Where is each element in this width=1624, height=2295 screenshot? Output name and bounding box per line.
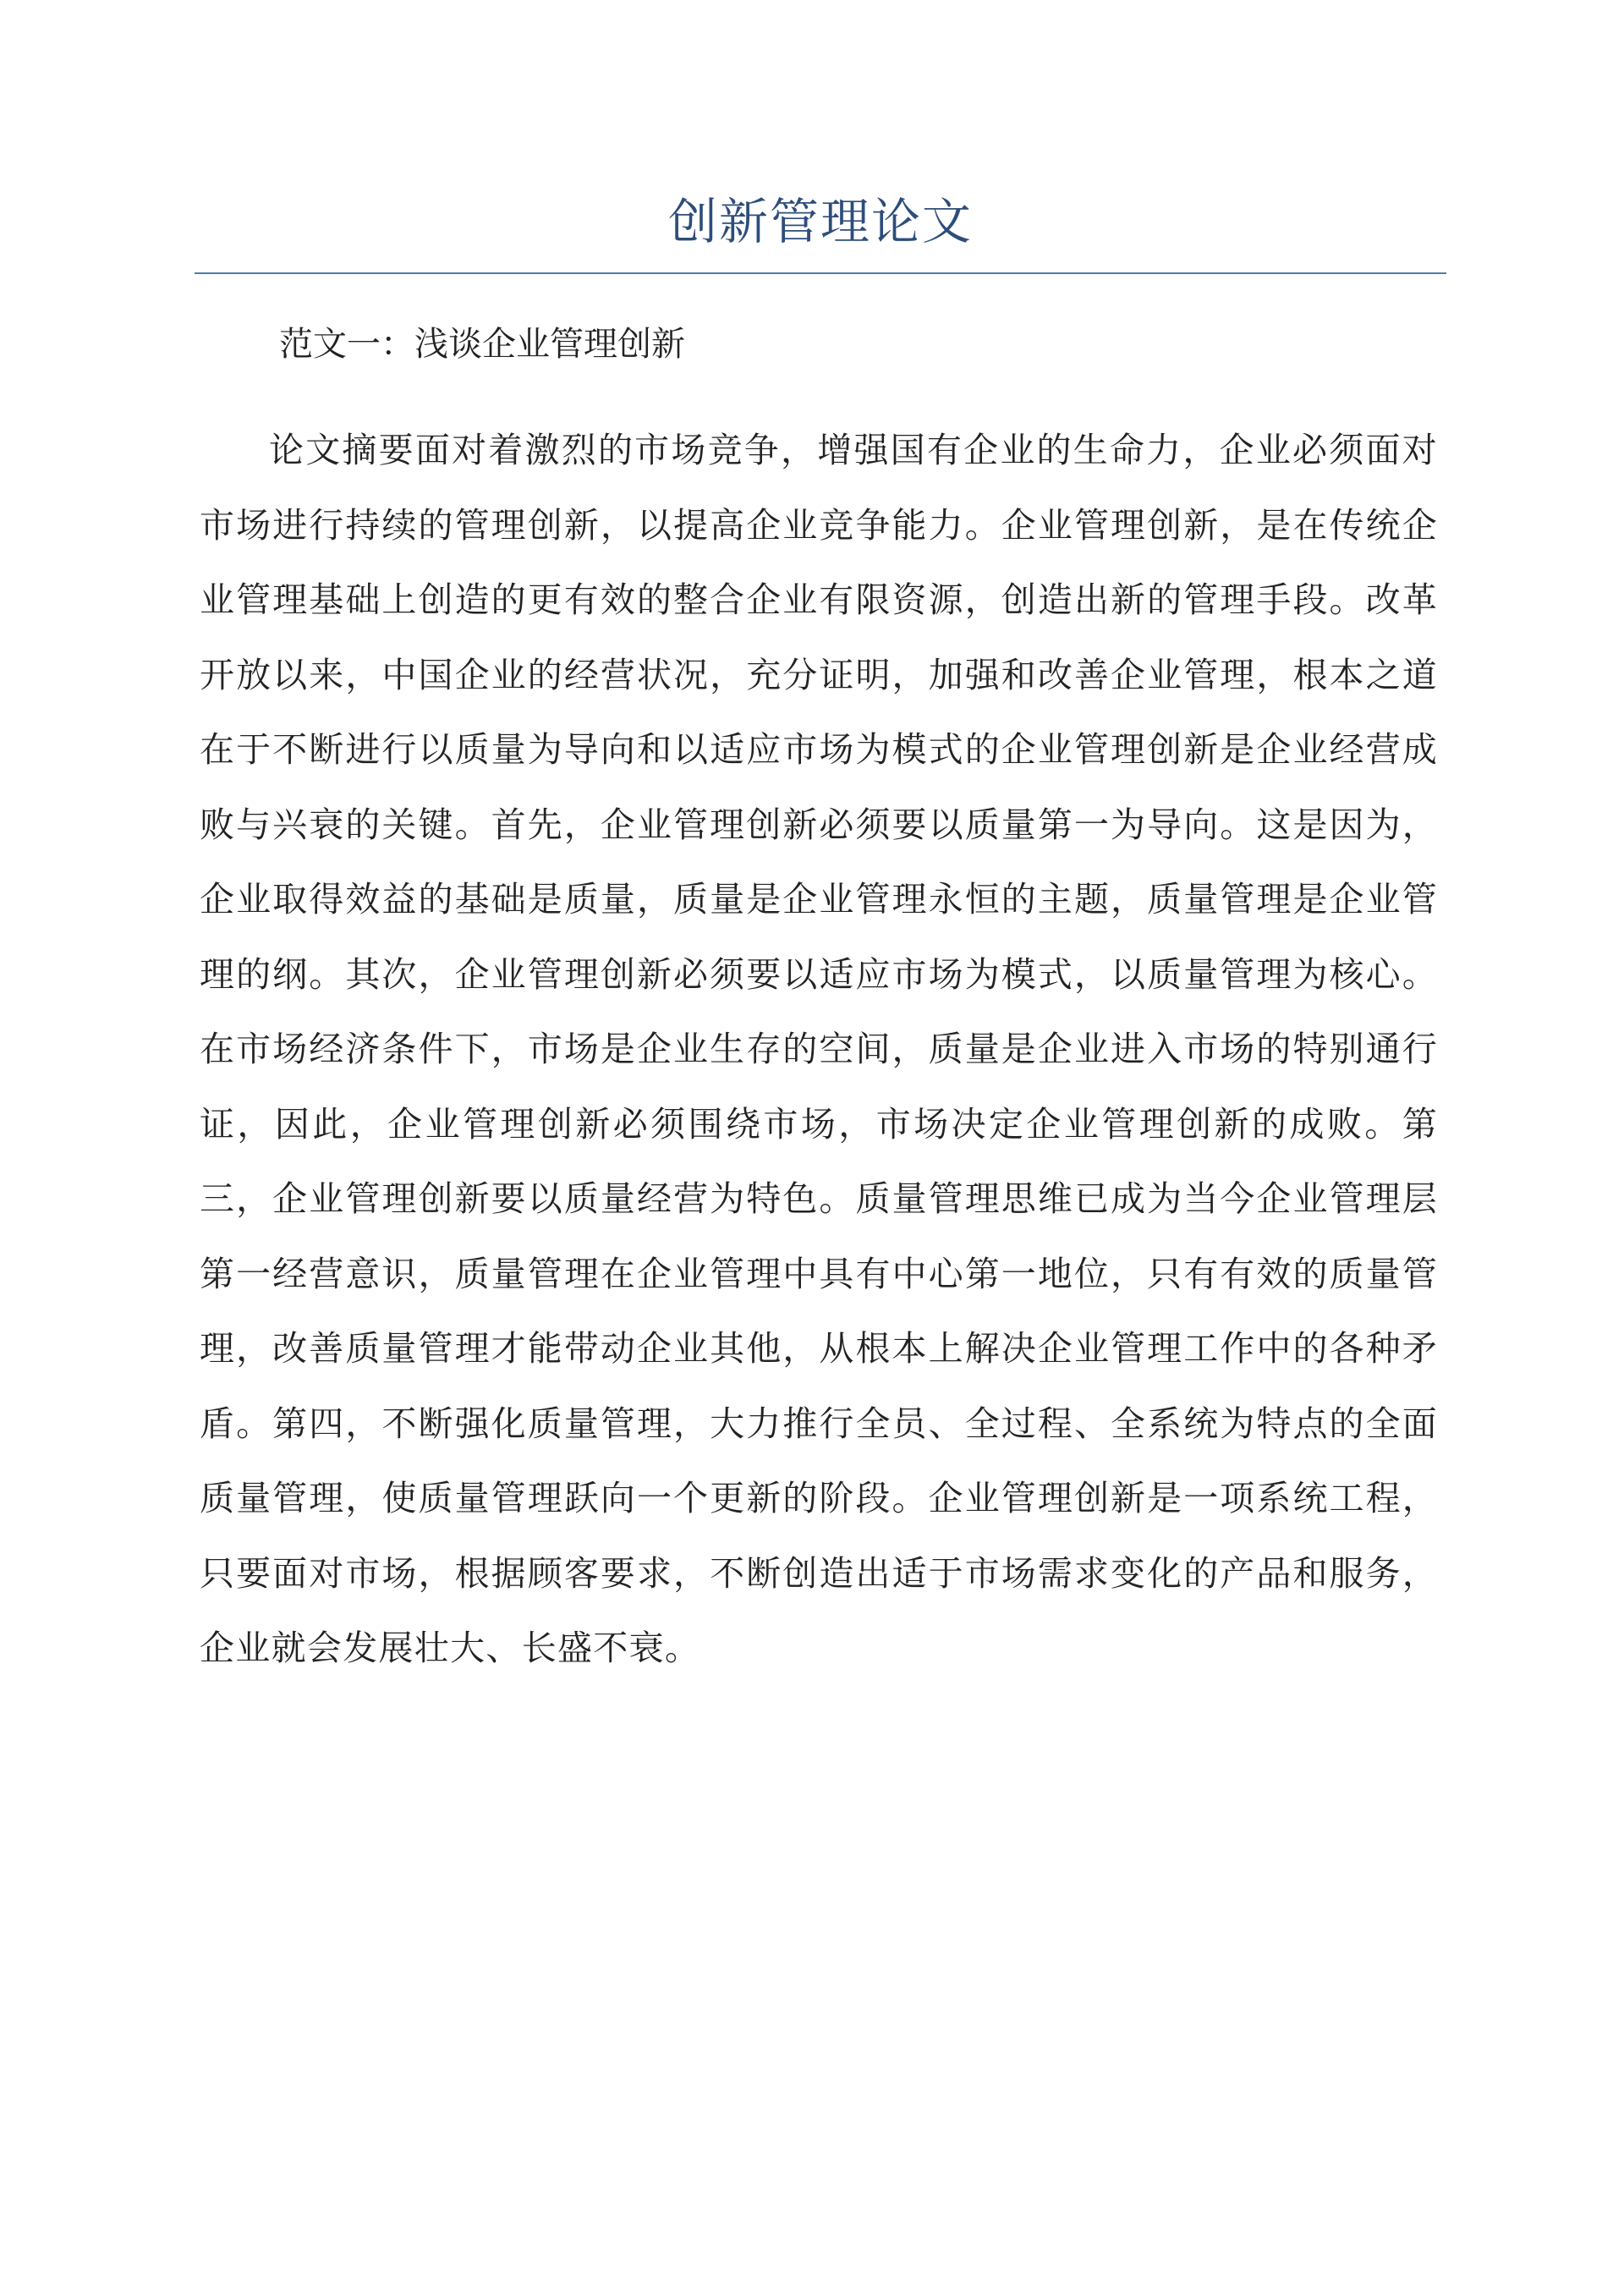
title-underline-divider xyxy=(195,272,1446,274)
section-heading: 范文一：浅谈企业管理创新 xyxy=(279,325,685,364)
body-paragraph: 论文摘要面对着激烈的市场竞争，增强国有企业的生命力，企业必须面对市场进行持续的管理创新，以提高企业竞争能力。企业管理创新，是在传统企业管理基础上创造的更有效的整合企业有限资源，创造出新的管理手段。改革开放以来，中国企业的经营状况，充分证明，加强和改善企业管理，根本之道在于不断进行以质量为导向和以适应市场为模式的企业管理创新是企业经营成败与兴衰的关键。首先，企业管理创新必须要以质量第一为导向。这是因为，企业取得效益的基础是质量，质量是企业管理永恒的主题，质量管理是企业管理的纲。其次，企业管理创新必须要以适应市场为模式，以质量管理为核心。在市场经济条件下，市场是企业生存的空间，质量是企业进入市场的特别通行证，因此，企业管理创新必须围绕市场，市场决定企业管理创新的成败。第三，企业管理创新要以质量经营为特色。质量管理思维已成为当今企业管理层第一经营意识，质量管理在企业管理中具有中心第一地位，只有有效的质量管理，改善质量管理才能带动企业其他，从根本上解决企业管理工作中的各种矛盾。第四，不断强化质量管理，大力推行全员、全过程、全系统为特点的全面质量管理，使质量管理跃向一个更新的阶段。企业管理创新是一项系统工程，只要面对市场，根据顾客要求，不断创造出适于市场需求变化的产品和服务，企业就会发展壮大、长盛不衰。 xyxy=(200,430,1438,1668)
document-title: 创新管理论文 xyxy=(667,193,973,250)
